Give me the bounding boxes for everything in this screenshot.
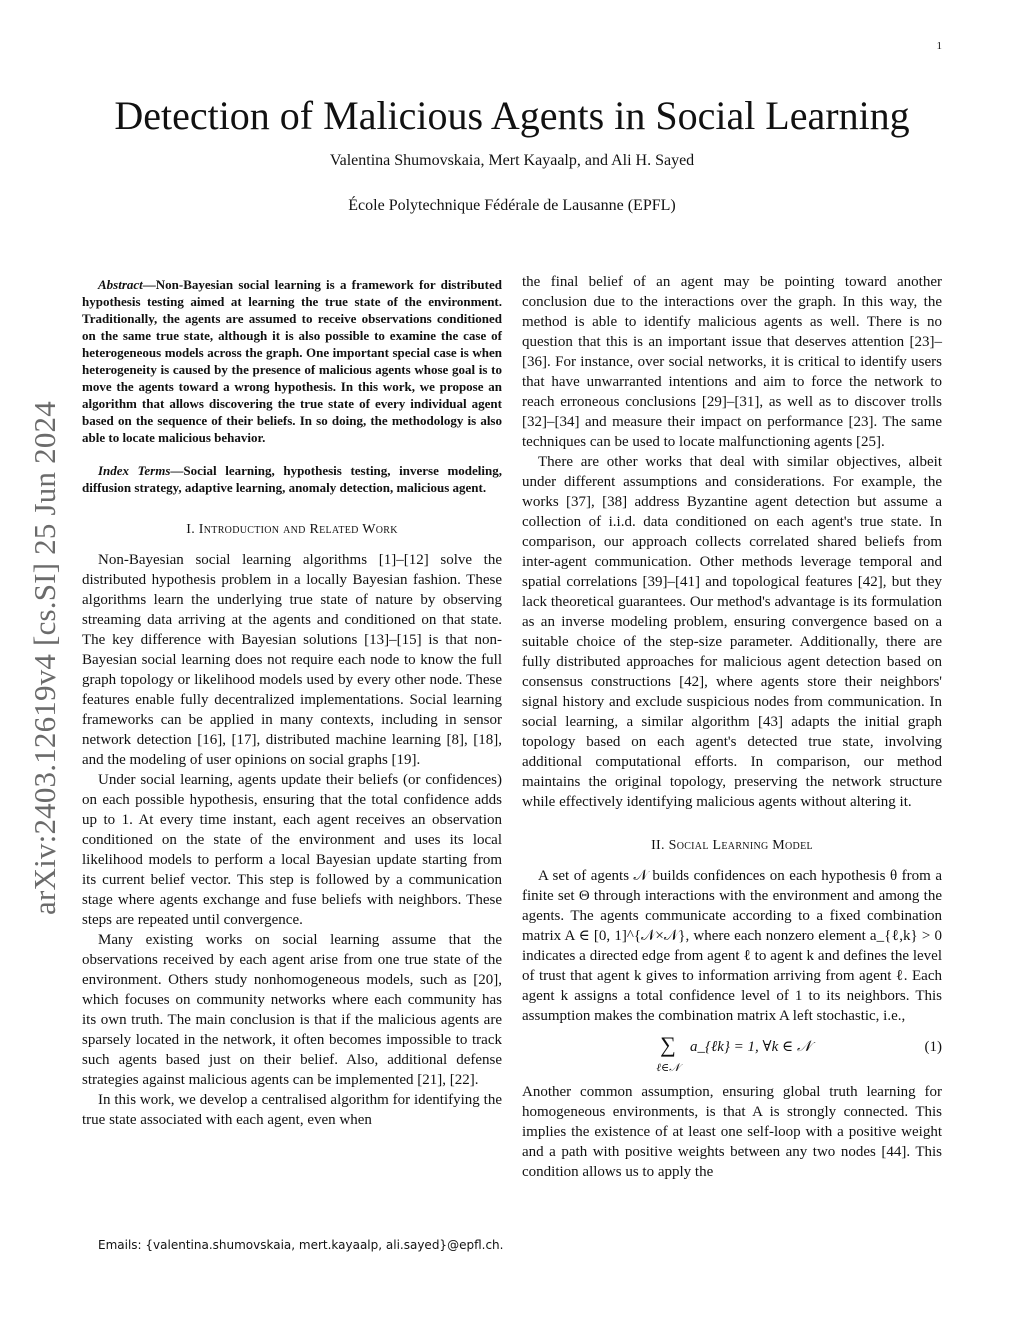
model-paragraph-1: A set of agents 𝒩 builds confidences on each hypothesis θ from a finite set Θ through interactions with the environment and among the agents. The agents communicate according to a fixed combination matrix A ∈ [0, 1]^{𝒩×𝒩}, where each nonzero element a_{ℓ,k} > 0 indicates a directed edge from agent ℓ to agent k and defines the level of trust that agent k gives to information arriving from agent ℓ. Each agent k assigns a total confidence level of 1 to its neighbors. This assumption makes the combination matrix A left stochastic, i.e., — [522, 868, 942, 1024]
page-number: 1 — [936, 40, 942, 52]
intro-paragraph-1: Non-Bayesian social learning algorithms [1]–[12] solve the distributed hypothesis problem in a locally Bayesian fashion. These algorithms learn the underlying true state of nature by observing streaming data arriving at the agents and conditioned on that state. The key difference with Bayesian solutions [13]–[15] is that non-Bayesian social learning does not require each node to know the full graph topology or likelihood models used by every other node. These features enable fully decentralized implementations. Social learning frameworks can be applied in many contexts, including in sensor network detection [16], [17], distributed machine learning [8], [18], and the modeling of user opinions on social graphs [19]. — [82, 552, 502, 768]
equation-number: (1) — [924, 1039, 942, 1055]
arxiv-identifier: arXiv:2403.12619v4 [cs.SI] 25 Jun 2024 — [27, 401, 62, 915]
summation-symbol: ∑ — [660, 1032, 676, 1057]
section-heading-model: II. Social Learning Model — [651, 838, 813, 853]
index-terms-label: Index Terms — [98, 463, 171, 478]
index-terms-text: —Social learning, hypothesis testing, inverse modeling, diffusion strategy, adaptive learning, anomaly detection, malicious agent. — [82, 463, 502, 495]
abstract-label: Abstract — [98, 277, 143, 292]
intro-paragraph-4: In this work, we develop a centralised algorithm for identifying the true state associated with each agent, even when — [82, 1092, 502, 1128]
summation-subscript: ℓ∈𝒩 — [656, 1062, 680, 1074]
paper-title: Detection of Malicious Agents in Social Learning — [114, 93, 910, 138]
intro-paragraph-6: There are other works that deal with similar objectives, albeit under different assumptions and considerations. For example, the works [37], [38] address Byzantine agent detection but assume a collection of i.i.d. data conditioned on each agent's true state. In comparison, our approach collects correlated shared beliefs from inter-agent communication. Other methods leverage temporal and spatial correlations [39]–[41] and topological features [42], but they lack theoretical guarantees. Our method's advantage is its formulation as an inverse modeling problem, ensuring convergence based on a suitable choice of the step-size parameter. Additionally, there are fully distributed approaches for malicious agent detection based on consensus constructions [42], where agents store their neighbors' signal history and exclude suspicious nodes from communication. In social learning, a similar algorithm [43] adapts the initial graph topology based on each agent's detected true state, involving additional computational efforts. In comparison, our method maintains the original topology, preserving the network structure while effectively identifying malicious agents without altering it. — [522, 454, 942, 810]
index-terms — [82, 462, 502, 496]
model-paragraph-2: Another common assumption, ensuring global truth learning for homogeneous environments, is that A is strongly connected. This implies the existence of at least one self-loop with a positive weight and a path with positive weights between any two nodes [44]. This condition allows us to apply the — [522, 1084, 942, 1180]
intro-paragraph-3: Many existing works on social learning assume that the observations received by each agent arise from one true state of the environment. Others study nonhomogeneous models, such as [20], which focuses on community networks where each community has its own truth. The main conclusion is that if the malicious agents are sparsely located in the network, it often becomes impossible to track such agents based just on their belief. Also, additional defense strategies against malicious agents can be implemented [21], [22]. — [82, 932, 502, 1088]
affiliation: École Polytechnique Fédérale de Lausanne (EPFL) — [348, 197, 676, 214]
intro-paragraph-2: Under social learning, agents update their beliefs (or confidences) on each possible hypothesis, ensuring that the total confidence adds up to 1. At every time instant, each agent receives an observation conditioned on the state of the environment and uses its local likelihood models to perform a local Bayesian update starting from its current belief vector. This step is followed by a communication stage where agents exchange and fuse beliefs with neighbors. These steps are repeated until convergence. — [82, 772, 502, 928]
equation-1 — [522, 1034, 942, 1076]
abstract — [82, 276, 502, 446]
right-column — [522, 272, 942, 1182]
equation-body: a_{ℓk} = 1, ∀k ∈ 𝒩 — [690, 1039, 812, 1055]
author-list: Valentina Shumovskaia, Mert Kayaalp, and Ali H. Sayed — [329, 152, 695, 169]
footnote-emails: Emails: {valentina.shumovskaia, mert.kayaalp, ali.sayed}@epfl.ch. — [98, 1238, 504, 1252]
intro-paragraph-5: the final belief of an agent may be pointing toward another conclusion due to the interactions over the graph. In this way, the method is able to identify malicious agents as well. There is no question that this is an important issue that deserves attention [23]–[36]. For instance, over social networks, it is critical to identify users that have unwarranted intentions and aim to force the network to reach erroneous conclusions [29]–[31], as well as to discover trolls [32]–[34] and measure their impact on performance [23]. The same techniques can be used to locate malfunctioning agents [25]. — [522, 274, 942, 450]
left-column — [82, 272, 502, 1130]
abstract-text: —Non-Bayesian social learning is a framework for distributed hypothesis testing aimed at learning the true state of the environment. Traditionally, the agents are assumed to receive observations conditioned on the same true state, although it is also possible to examine the case of heterogeneous models across the graph. One important special case is when heterogeneity is caused by the presence of malicious agents whose goal is to move the agents toward a wrong hypothesis. In this work, we propose an algorithm that allows discovering the true state of every individual agent based on the sequence of their beliefs. In so doing, the methodology is also able to locate malicious behavior. — [82, 277, 502, 445]
section-heading-intro: I. Introduction and Related Work — [186, 522, 398, 537]
